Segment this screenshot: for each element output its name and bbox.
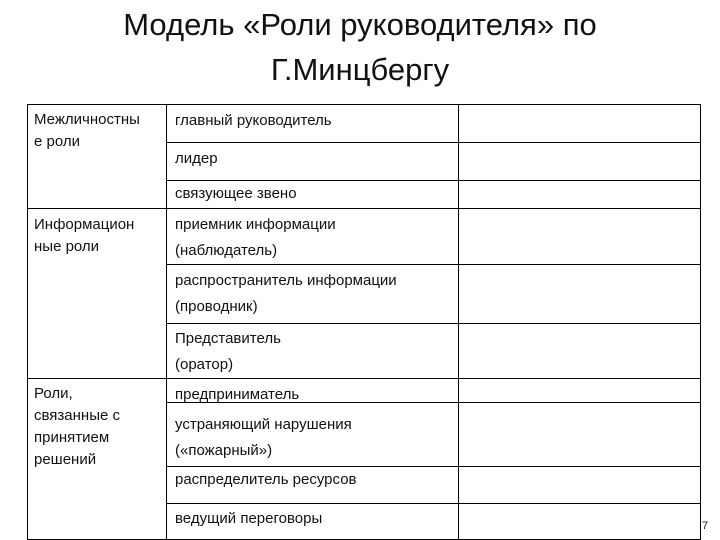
row-divider [166, 142, 700, 143]
role-cell: предприниматель [175, 386, 300, 403]
group-divider [28, 208, 700, 209]
category-decisional: Роли, связанные с принятием решений [34, 385, 121, 468]
row-divider [166, 503, 700, 504]
row-divider [166, 323, 700, 324]
role-cell: связующее звено [175, 185, 297, 202]
role-cell: устраняющий нарушения («пожарный») [175, 416, 352, 459]
column-divider-2 [458, 105, 459, 539]
role-cell: лидер [175, 150, 218, 167]
role-cell: Представитель (оратор) [175, 330, 281, 373]
roles-table [27, 104, 701, 540]
role-cell: приемник информации (наблюдатель) [175, 216, 336, 259]
group-divider [28, 378, 700, 379]
title-line-1: Модель «Роли руководителя» по [123, 7, 597, 42]
slide-title [0, 2, 720, 92]
category-interpersonal: Межличностны е роли [34, 111, 140, 150]
title-line-2: Г.Минцбергу [270, 52, 450, 87]
role-cell: распространитель информации (проводник) [175, 272, 397, 315]
page-number: 7 [702, 520, 709, 532]
role-cell: главный руководитель [175, 112, 332, 129]
column-divider-1 [166, 105, 167, 539]
category-informational: Информацион ные роли [34, 216, 135, 255]
role-cell: ведущий переговоры [175, 510, 323, 527]
role-cell: распределитель ресурсов [175, 471, 357, 488]
row-divider [166, 264, 700, 265]
